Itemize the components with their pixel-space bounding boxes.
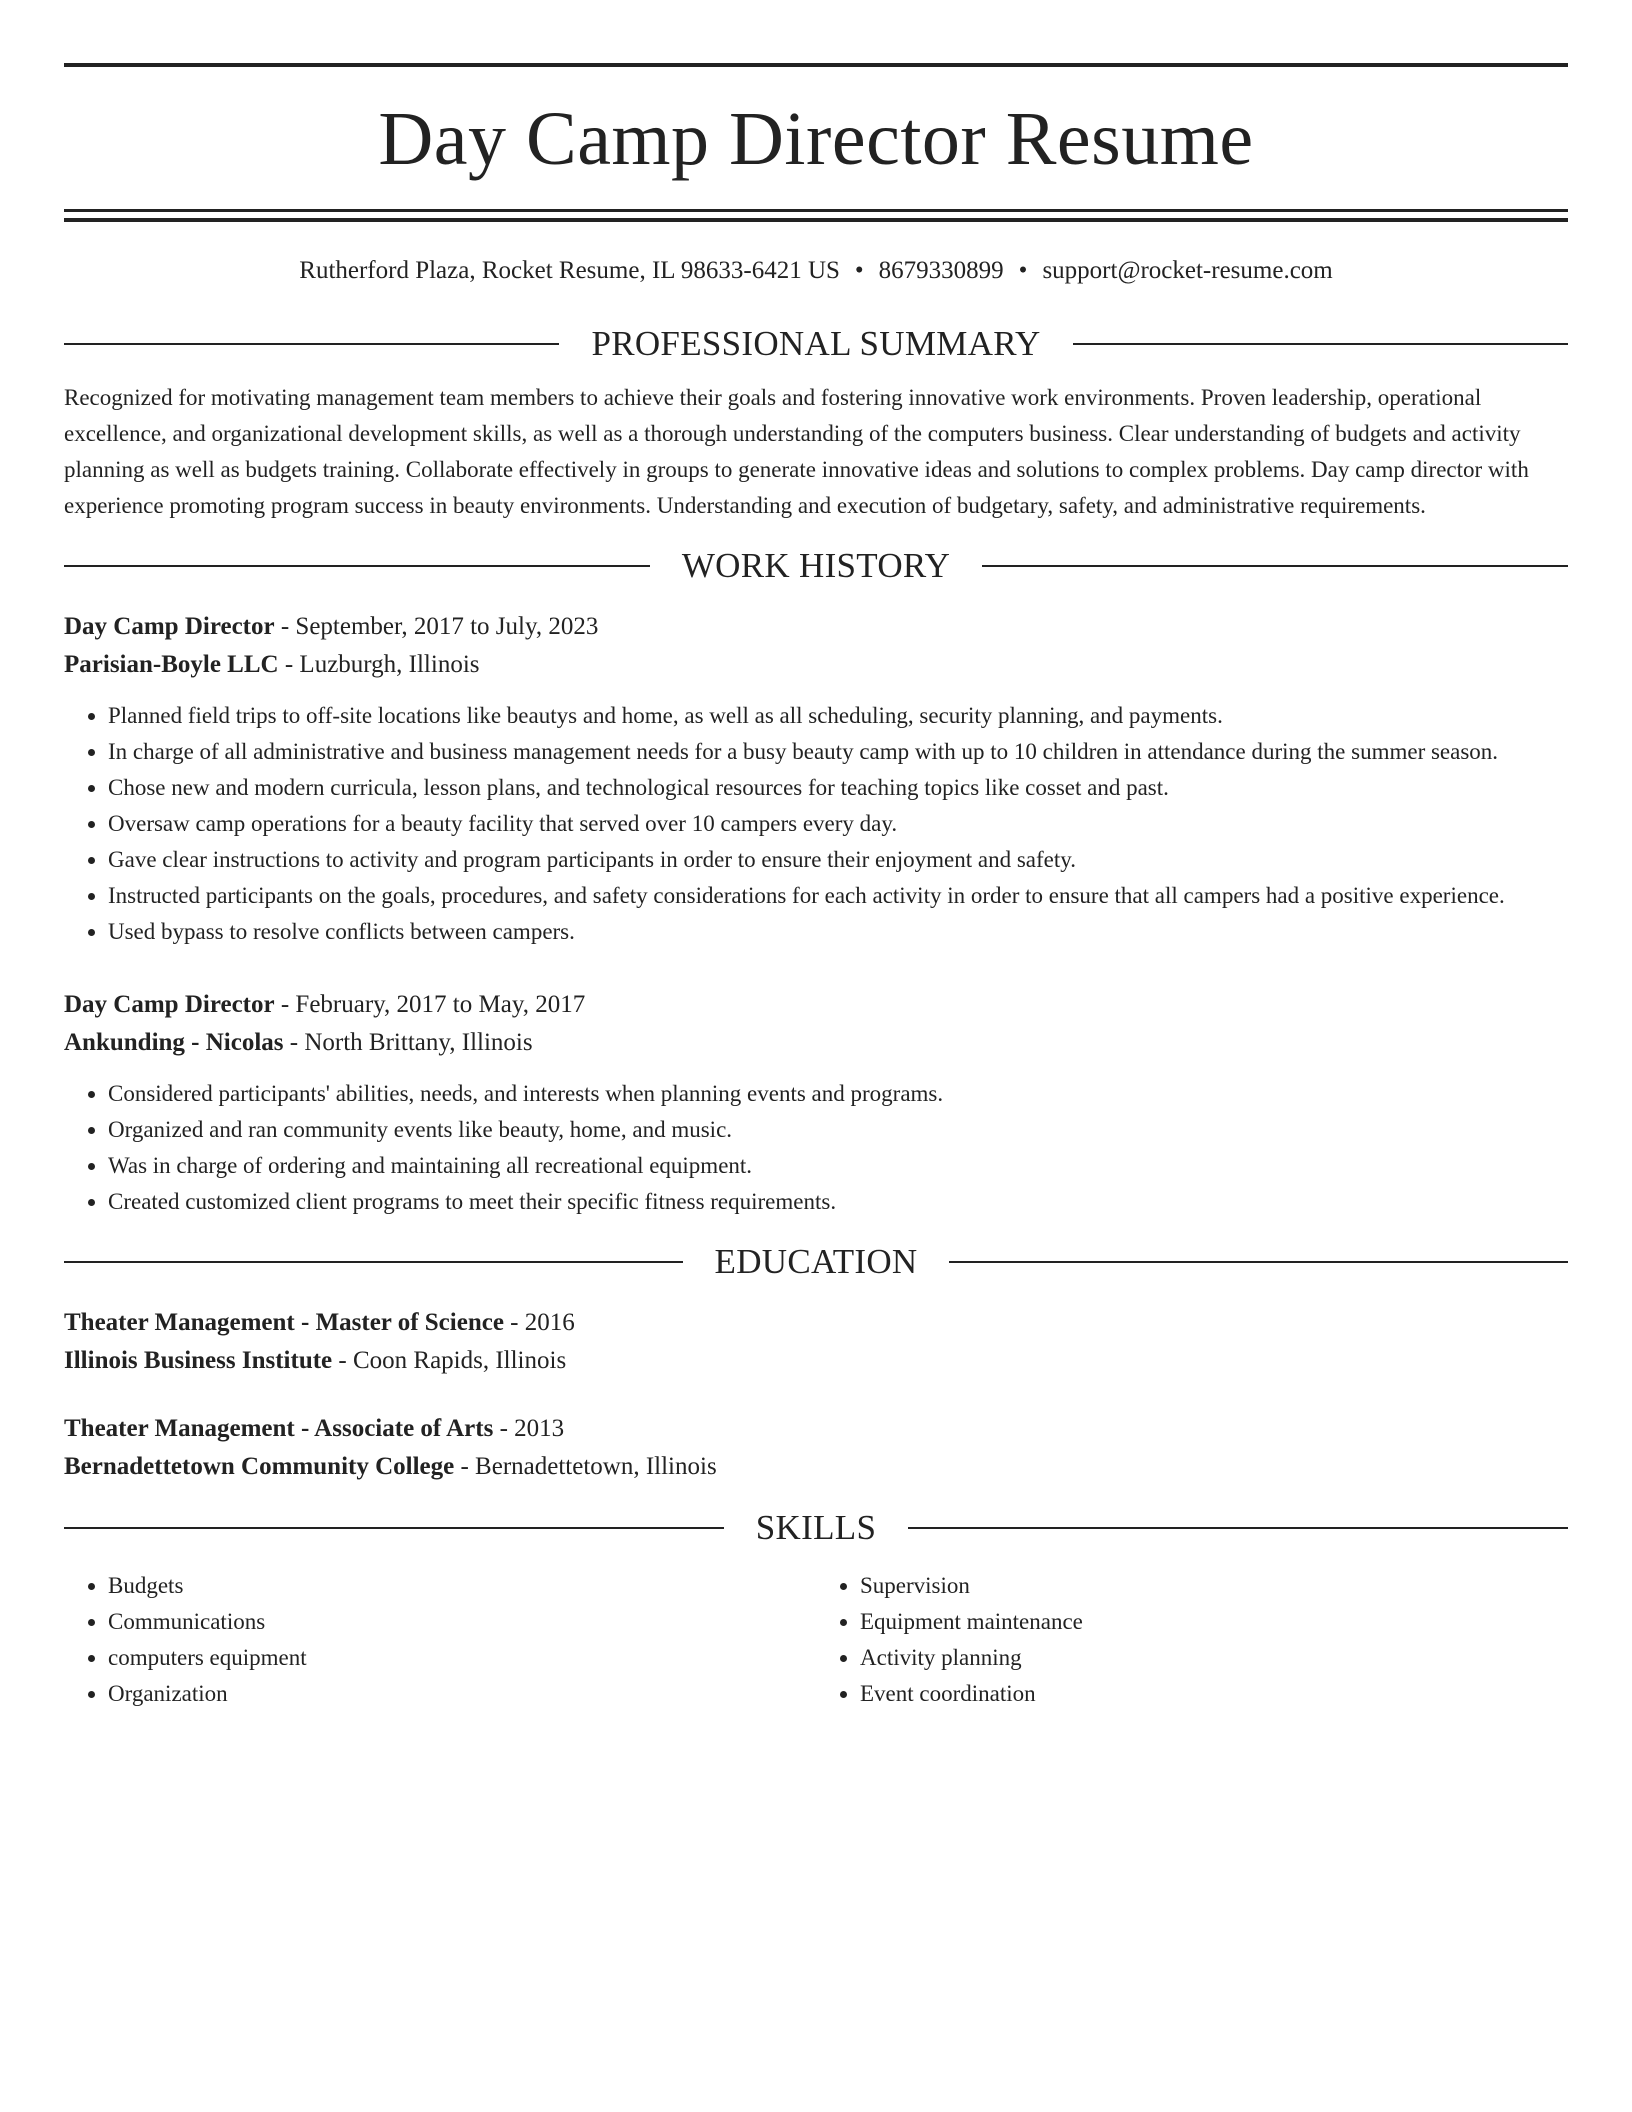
list-item: • Created customized client programs to meet their specific fitness requirements. [108, 1184, 1568, 1220]
job-bullets [64, 698, 1568, 950]
education-degree-line [64, 1304, 1568, 1342]
section-heading-education [64, 1242, 1568, 1282]
contact-separator: • [854, 257, 864, 284]
list-item: • Organized and ran community events like beauty, home, and music. [108, 1112, 1568, 1148]
job-title: Day Camp Director [64, 991, 275, 1018]
divider [64, 565, 650, 567]
divider [982, 565, 1568, 567]
education-year: - 2016 [503, 1309, 575, 1336]
education-location: - Coon Rapids, Illinois [332, 1347, 567, 1374]
divider [64, 1527, 724, 1529]
page-title: Day Camp Director Resume [378, 97, 1254, 181]
job-title-line [64, 986, 1568, 1024]
summary-paragraph: Recognized for motivating management team members to achieve their goals and fostering innovative work environments. Proven leadership, operational excellence, and organizational development skills, as well as a thorough understanding of the computers business. Clear understanding of budgets and activity planning as well as budgets training. Collaborate effectively in groups to generate innovative ideas and solutions to complex problems. Day camp director with experience promoting program success in beauty environments. Understanding and execution of budgetary, safety, and administrative requirements. [64, 385, 1529, 518]
job-company-line [64, 1024, 1568, 1062]
education-entry [64, 1410, 1568, 1486]
divider [908, 1527, 1568, 1529]
list-item: • Instructed participants on the goals, procedures, and safety considerations for each activity in order to ensure that all campers had a positive experience. [108, 878, 1568, 914]
list-item: • Considered participants' abilities, needs, and interests when planning events and programs. [108, 1076, 1568, 1112]
job-dates: - September, 2017 to July, 2023 [274, 613, 599, 640]
skill-item: • Supervision [860, 1568, 1568, 1604]
skill-item: • Budgets [108, 1568, 816, 1604]
skill-item: • Equipment maintenance [860, 1604, 1568, 1640]
education-entry [64, 1304, 1568, 1380]
contact-line [64, 256, 1568, 286]
job-bullets [64, 1076, 1568, 1220]
divider [949, 1261, 1568, 1263]
divider [1073, 343, 1568, 345]
section-title: SKILLS [755, 1508, 877, 1547]
divider [64, 343, 559, 345]
education-degree: Theater Management - Master of Science [64, 1309, 504, 1336]
job-dates: - February, 2017 to May, 2017 [274, 991, 586, 1018]
education-location: - Bernadettetown, Illinois [454, 1453, 717, 1480]
skills-bullets [64, 1568, 816, 1712]
section-heading-skills [64, 1508, 1568, 1548]
education-school-line [64, 1342, 1568, 1380]
divider [64, 1261, 683, 1263]
list-item: • Gave clear instructions to activity and program participants in order to ensure their enjoyment and safety. [108, 842, 1568, 878]
title-double-rule [64, 209, 1568, 222]
skills-bullets [816, 1568, 1568, 1712]
skills-column-left [64, 1568, 816, 1712]
job-location: - Luzburgh, Illinois [278, 651, 480, 678]
job-title-line [64, 608, 1568, 646]
list-item: • Used bypass to resolve conflicts between campers. [108, 914, 1568, 950]
section-heading-summary [64, 324, 1568, 364]
section-title: EDUCATION [714, 1242, 918, 1281]
education-degree: Theater Management - Associate of Arts [64, 1415, 494, 1442]
education-school-line [64, 1448, 1568, 1486]
contact-phone[interactable]: 8679330899 [878, 257, 1004, 284]
skill-item: • Organization [108, 1676, 816, 1712]
section-title: WORK HISTORY [681, 546, 951, 585]
job-company: Parisian-Boyle LLC [64, 651, 279, 678]
contact-address: Rutherford Plaza, Rocket Resume, IL 98633-6421 US [299, 257, 840, 284]
section-heading-work [64, 546, 1568, 586]
education-year: - 2013 [493, 1415, 565, 1442]
job-company: Ankunding - Nicolas [64, 1029, 284, 1056]
skills-column-right [816, 1568, 1568, 1712]
education-degree-line [64, 1410, 1568, 1448]
skill-item: • computers equipment [108, 1640, 816, 1676]
top-rule [64, 63, 1568, 67]
education-school: Bernadettetown Community College [64, 1453, 455, 1480]
section-title: PROFESSIONAL SUMMARY [591, 324, 1041, 363]
list-item: • In charge of all administrative and business management needs for a busy beauty camp with up to 10 children in attendance during the summer season. [108, 734, 1568, 770]
list-item: • Oversaw camp operations for a beauty facility that served over 10 campers every day. [108, 806, 1568, 842]
job-location: - North Brittany, Illinois [283, 1029, 533, 1056]
job-entry [64, 986, 1568, 1220]
contact-separator: • [1018, 257, 1028, 284]
skill-item: • Communications [108, 1604, 816, 1640]
skill-item: • Event coordination [860, 1676, 1568, 1712]
job-company-line [64, 646, 1568, 684]
list-item: • Chose new and modern curricula, lesson plans, and technological resources for teaching topics like cosset and past. [108, 770, 1568, 806]
job-entry [64, 608, 1568, 950]
skill-item: • Activity planning [860, 1640, 1568, 1676]
skills-list [64, 1568, 1568, 1712]
job-title: Day Camp Director [64, 613, 275, 640]
contact-email[interactable]: support@rocket-resume.com [1042, 257, 1333, 284]
list-item: • Was in charge of ordering and maintaining all recreational equipment. [108, 1148, 1568, 1184]
education-school: Illinois Business Institute [64, 1347, 333, 1374]
list-item: • Planned field trips to off-site locations like beautys and home, as well as all scheduling, security planning, and payments. [108, 698, 1568, 734]
